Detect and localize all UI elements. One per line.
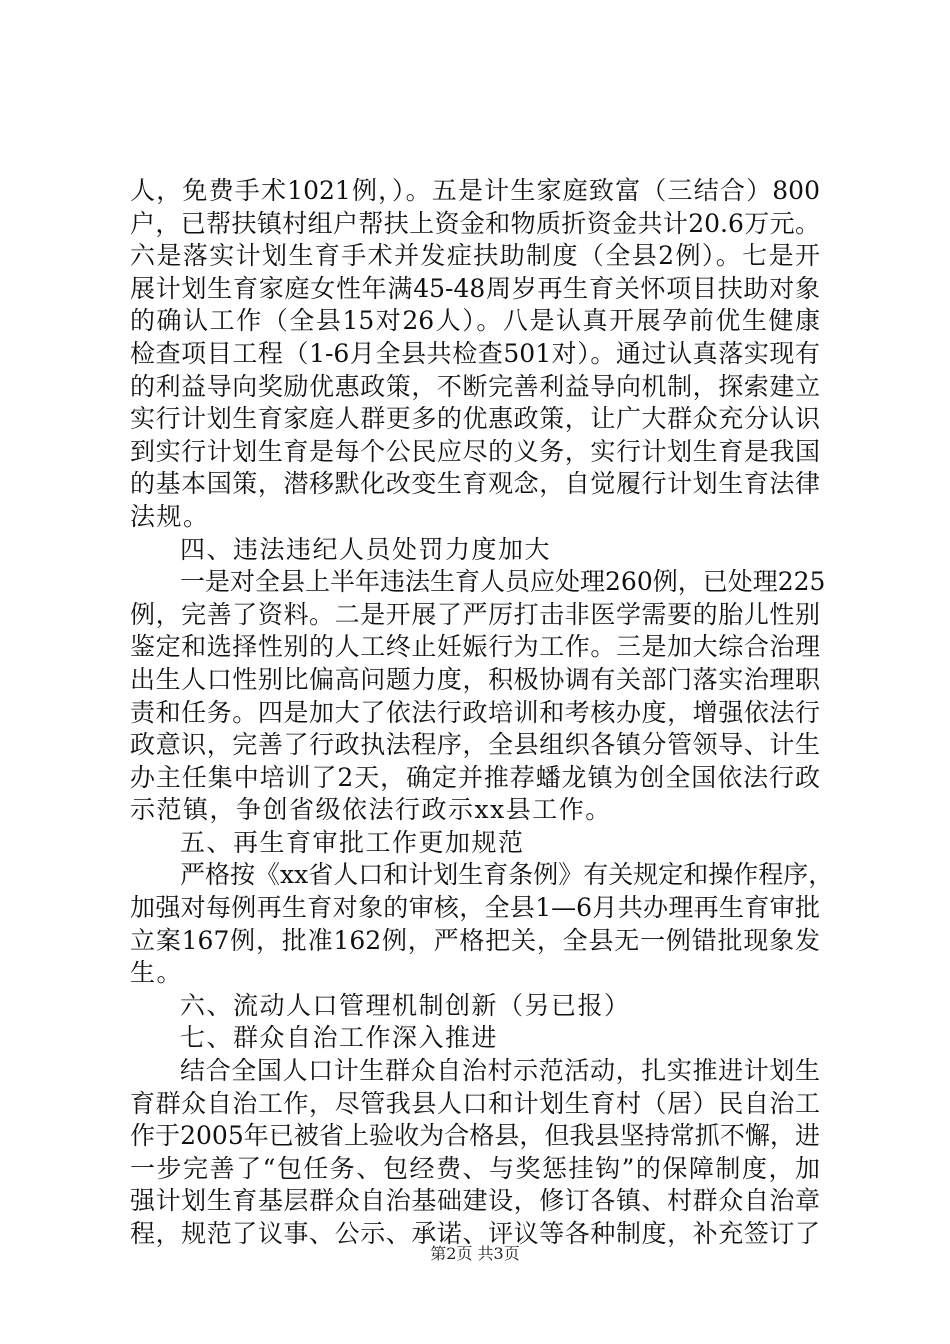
body-line: 示范镇，争创省级依法行政示xx县工作。 (130, 795, 612, 825)
body-line: 作于2005年已被省上验收为合格县，但我县坚持常抓不懈，进 (130, 1121, 820, 1151)
page-number: 第2页 共3页 (430, 1244, 520, 1263)
document-body (130, 175, 834, 1251)
body-line: 的确认工作（全县15对26人）。八是认真开展孕前优生健康 (130, 306, 820, 336)
body-line: 加强对每例再生育对象的审核，全县1—6月共办理再生育审批 (130, 893, 820, 923)
body-line: 出生人口性别比偏高问题力度，积极协调有关部门落实治理职 (130, 664, 820, 694)
body-line: 育群众自治工作，尽管我县人口和计划生育村（居）民自治工 (130, 1088, 820, 1118)
body-line: 实行计划生育家庭人群更多的优惠政策，让广大群众充分认识 (130, 404, 820, 434)
body-line: 结合全国人口计生群众自治村示范活动，扎实推进计划生 (180, 1056, 820, 1086)
body-line: 展计划生育家庭女性年满45-48周岁再生育关怀项目扶助对象 (130, 273, 820, 303)
body-line: 一步完善了“包任务、包经费、与奖惩挂钩”的保障制度，加 (130, 1153, 820, 1183)
body-line: 立案167例，批准162例，严格把关，全县无一例错批现象发 (130, 925, 820, 955)
body-line: 严格按《xx省人口和计划生育条例》有关规定和操作程序， (180, 860, 834, 890)
body-line: 的基本国策，潜移默化改变生育观念，自觉履行计划生育法律 (130, 469, 820, 499)
section-heading: 七、群众自治工作深入推进 (180, 1023, 499, 1053)
body-line: 强计划生育基层群众自治基础建设，修订各镇、村群众自治章 (130, 1186, 820, 1216)
body-line: 人，免费手术1021例，）。五是计生家庭致富（三结合）800 (130, 176, 820, 205)
body-line: 到实行计划生育是每个公民应尽的义务，实行计划生育是我国 (130, 436, 820, 466)
body-line: 办主任集中培训了2天，确定并推荐蟠龙镇为创全国依法行政 (130, 762, 820, 792)
body-line: 政意识，完善了行政执法程序，全县组织各镇分管领导、计生 (130, 730, 820, 760)
body-line: 责和任务。四是加大了依法行政培训和考核办度，增强依法行 (130, 697, 820, 727)
body-line: 的利益导向奖励优惠政策，不断完善利益导向机制，探索建立 (130, 371, 820, 401)
body-line: 一是对全县上半年违法生育人员应处理260例，已处理225 (180, 567, 826, 597)
body-line: 生。 (130, 958, 184, 988)
body-line: 法规。 (130, 501, 210, 531)
section-heading: 五、再生育审批工作更加规范 (180, 827, 525, 857)
body-line: 检查项目工程（1-6月全县共检查501对）。通过认真落实现有 (130, 338, 820, 368)
body-line: 鉴定和选择性别的人工终止妊娠行为工作。三是加大综合治理 (130, 632, 820, 662)
body-line: 户，已帮扶镇村组户帮扶上资金和物质折资金共计20.6万元。 (130, 208, 820, 238)
page-footer (0, 1244, 950, 1264)
section-heading: 四、违法违纪人员处罚力度加大 (180, 534, 552, 564)
body-line: 程，规范了议事、公示、承诺、评议等各种制度，补充签订了 (130, 1219, 820, 1248)
section-heading: 六、流动人口管理机制创新（另已报） (180, 990, 631, 1020)
body-line: 六是落实计划生育手术并发症扶助制度（全县2例）。七是开 (130, 241, 820, 271)
body-line: 例，完善了资料。二是开展了严厉打击非医学需要的胎儿性别 (130, 599, 820, 629)
